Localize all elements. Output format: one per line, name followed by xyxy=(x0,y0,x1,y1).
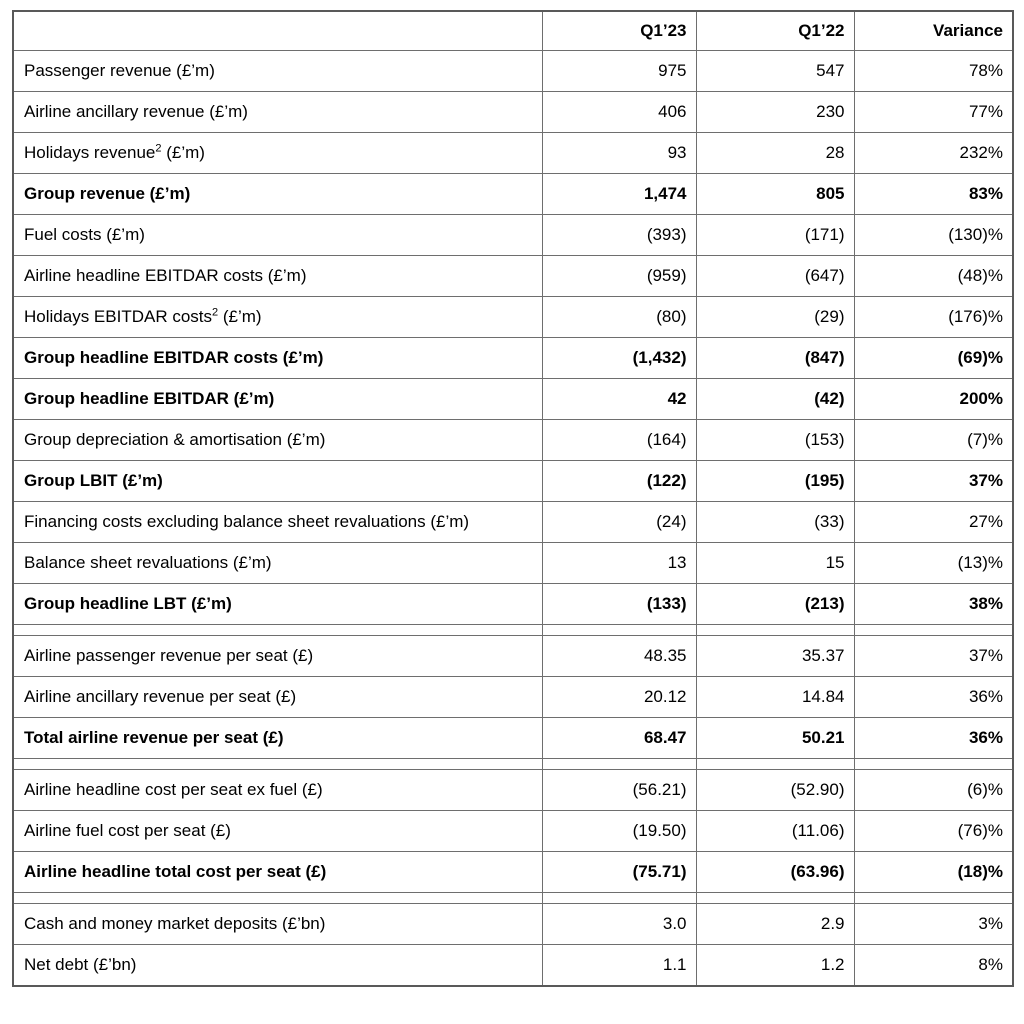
table-row xyxy=(13,852,1013,893)
value-q123: 1.1 xyxy=(542,945,696,987)
value-variance: 8% xyxy=(854,945,1013,987)
value-q122: (29) xyxy=(696,297,854,338)
table-row xyxy=(13,461,1013,502)
table-row xyxy=(13,51,1013,92)
header-variance: Variance xyxy=(854,11,1013,51)
value-variance: 3% xyxy=(854,904,1013,945)
spacer-row xyxy=(13,759,1013,770)
value-variance: 37% xyxy=(854,461,1013,502)
spacer-cell xyxy=(13,893,542,904)
spacer-cell xyxy=(696,759,854,770)
value-q123: (133) xyxy=(542,584,696,625)
row-label: Group headline EBITDAR costs (£’m) xyxy=(13,338,542,379)
value-variance: 78% xyxy=(854,51,1013,92)
row-label: Balance sheet revaluations (£’m) xyxy=(13,543,542,584)
value-q122: (195) xyxy=(696,461,854,502)
value-q122: 35.37 xyxy=(696,636,854,677)
value-q123: 13 xyxy=(542,543,696,584)
table-row xyxy=(13,718,1013,759)
row-label-text: (£’m) xyxy=(161,143,205,162)
row-label: Airline passenger revenue per seat (£) xyxy=(13,636,542,677)
value-q123: 3.0 xyxy=(542,904,696,945)
value-q122: 805 xyxy=(696,174,854,215)
table-row xyxy=(13,215,1013,256)
value-q123: 93 xyxy=(542,133,696,174)
value-variance: (13)% xyxy=(854,543,1013,584)
value-variance: (76)% xyxy=(854,811,1013,852)
value-variance: 37% xyxy=(854,636,1013,677)
table-row xyxy=(13,379,1013,420)
value-q123: 68.47 xyxy=(542,718,696,759)
spacer-cell xyxy=(542,759,696,770)
value-variance: (18)% xyxy=(854,852,1013,893)
value-q122: 230 xyxy=(696,92,854,133)
row-label: Passenger revenue (£’m) xyxy=(13,51,542,92)
value-variance: 36% xyxy=(854,677,1013,718)
row-label: Group LBIT (£’m) xyxy=(13,461,542,502)
value-q123: (122) xyxy=(542,461,696,502)
table-body xyxy=(13,51,1013,987)
spacer-cell xyxy=(542,625,696,636)
value-variance: (48)% xyxy=(854,256,1013,297)
row-label: Cash and money market deposits (£’bn) xyxy=(13,904,542,945)
header-q122: Q1’22 xyxy=(696,11,854,51)
value-q122: 50.21 xyxy=(696,718,854,759)
value-variance: (6)% xyxy=(854,770,1013,811)
row-label: Airline ancillary revenue (£’m) xyxy=(13,92,542,133)
value-variance: 200% xyxy=(854,379,1013,420)
value-variance: 38% xyxy=(854,584,1013,625)
value-q122: 547 xyxy=(696,51,854,92)
row-label: Group revenue (£’m) xyxy=(13,174,542,215)
spacer-row xyxy=(13,893,1013,904)
row-label: Airline fuel cost per seat (£) xyxy=(13,811,542,852)
value-q123: (24) xyxy=(542,502,696,543)
spacer-cell xyxy=(696,893,854,904)
row-label-text: Holidays EBITDAR costs xyxy=(24,307,212,326)
spacer-cell xyxy=(13,625,542,636)
table-row xyxy=(13,636,1013,677)
spacer-cell xyxy=(696,625,854,636)
header-row xyxy=(13,11,1013,51)
value-q123: 42 xyxy=(542,379,696,420)
value-q122: (153) xyxy=(696,420,854,461)
row-label-text: (£’m) xyxy=(218,307,262,326)
value-q123: 975 xyxy=(542,51,696,92)
value-q122: 2.9 xyxy=(696,904,854,945)
value-q122: 28 xyxy=(696,133,854,174)
value-variance: 232% xyxy=(854,133,1013,174)
value-q123: 20.12 xyxy=(542,677,696,718)
row-label: Fuel costs (£’m) xyxy=(13,215,542,256)
table-row xyxy=(13,420,1013,461)
value-q123: (1,432) xyxy=(542,338,696,379)
value-q123: (164) xyxy=(542,420,696,461)
row-label xyxy=(13,133,542,174)
table-row xyxy=(13,945,1013,987)
table-row xyxy=(13,543,1013,584)
value-q122: 14.84 xyxy=(696,677,854,718)
value-q123: (56.21) xyxy=(542,770,696,811)
row-label: Group headline LBT (£’m) xyxy=(13,584,542,625)
row-label: Group depreciation & amortisation (£’m) xyxy=(13,420,542,461)
value-variance: 77% xyxy=(854,92,1013,133)
row-label: Group headline EBITDAR (£’m) xyxy=(13,379,542,420)
value-variance: (176)% xyxy=(854,297,1013,338)
row-label: Total airline revenue per seat (£) xyxy=(13,718,542,759)
table-row xyxy=(13,904,1013,945)
value-q122: (847) xyxy=(696,338,854,379)
value-variance: (69)% xyxy=(854,338,1013,379)
table-row xyxy=(13,502,1013,543)
value-variance: 36% xyxy=(854,718,1013,759)
value-q123: (393) xyxy=(542,215,696,256)
row-label xyxy=(13,297,542,338)
value-q122: (171) xyxy=(696,215,854,256)
value-q123: 1,474 xyxy=(542,174,696,215)
value-q123: (80) xyxy=(542,297,696,338)
value-q122: (213) xyxy=(696,584,854,625)
spacer-row xyxy=(13,625,1013,636)
value-q123: (19.50) xyxy=(542,811,696,852)
table-row xyxy=(13,174,1013,215)
table-row xyxy=(13,297,1013,338)
row-label: Airline ancillary revenue per seat (£) xyxy=(13,677,542,718)
table-row xyxy=(13,584,1013,625)
value-variance: (7)% xyxy=(854,420,1013,461)
spacer-cell xyxy=(854,625,1013,636)
spacer-cell xyxy=(13,759,542,770)
value-q122: 1.2 xyxy=(696,945,854,987)
table-row xyxy=(13,677,1013,718)
footnote-marker: 2 xyxy=(155,142,162,155)
row-label-text: Holidays revenue xyxy=(24,143,156,162)
table-row xyxy=(13,92,1013,133)
row-label: Net debt (£’bn) xyxy=(13,945,542,987)
value-q122: (647) xyxy=(696,256,854,297)
spacer-cell xyxy=(854,893,1013,904)
spacer-cell xyxy=(542,893,696,904)
value-q122: (63.96) xyxy=(696,852,854,893)
value-q123: 406 xyxy=(542,92,696,133)
table-row xyxy=(13,133,1013,174)
value-q123: (959) xyxy=(542,256,696,297)
table-row xyxy=(13,338,1013,379)
footnote-marker: 2 xyxy=(212,306,219,319)
spacer-cell xyxy=(854,759,1013,770)
header-empty-cell xyxy=(13,11,542,51)
table-row xyxy=(13,811,1013,852)
table-row xyxy=(13,770,1013,811)
value-q122: (52.90) xyxy=(696,770,854,811)
row-label: Airline headline cost per seat ex fuel (£) xyxy=(13,770,542,811)
table-row xyxy=(13,256,1013,297)
value-q122: (11.06) xyxy=(696,811,854,852)
value-q122: 15 xyxy=(696,543,854,584)
row-label: Airline headline EBITDAR costs (£’m) xyxy=(13,256,542,297)
financial-results-table xyxy=(12,10,1014,987)
value-variance: (130)% xyxy=(854,215,1013,256)
header-q123: Q1’23 xyxy=(542,11,696,51)
value-q123: 48.35 xyxy=(542,636,696,677)
value-q122: (42) xyxy=(696,379,854,420)
value-q122: (33) xyxy=(696,502,854,543)
value-variance: 27% xyxy=(854,502,1013,543)
row-label: Financing costs excluding balance sheet revaluations (£’m) xyxy=(13,502,542,543)
row-label: Airline headline total cost per seat (£) xyxy=(13,852,542,893)
value-q123: (75.71) xyxy=(542,852,696,893)
value-variance: 83% xyxy=(854,174,1013,215)
